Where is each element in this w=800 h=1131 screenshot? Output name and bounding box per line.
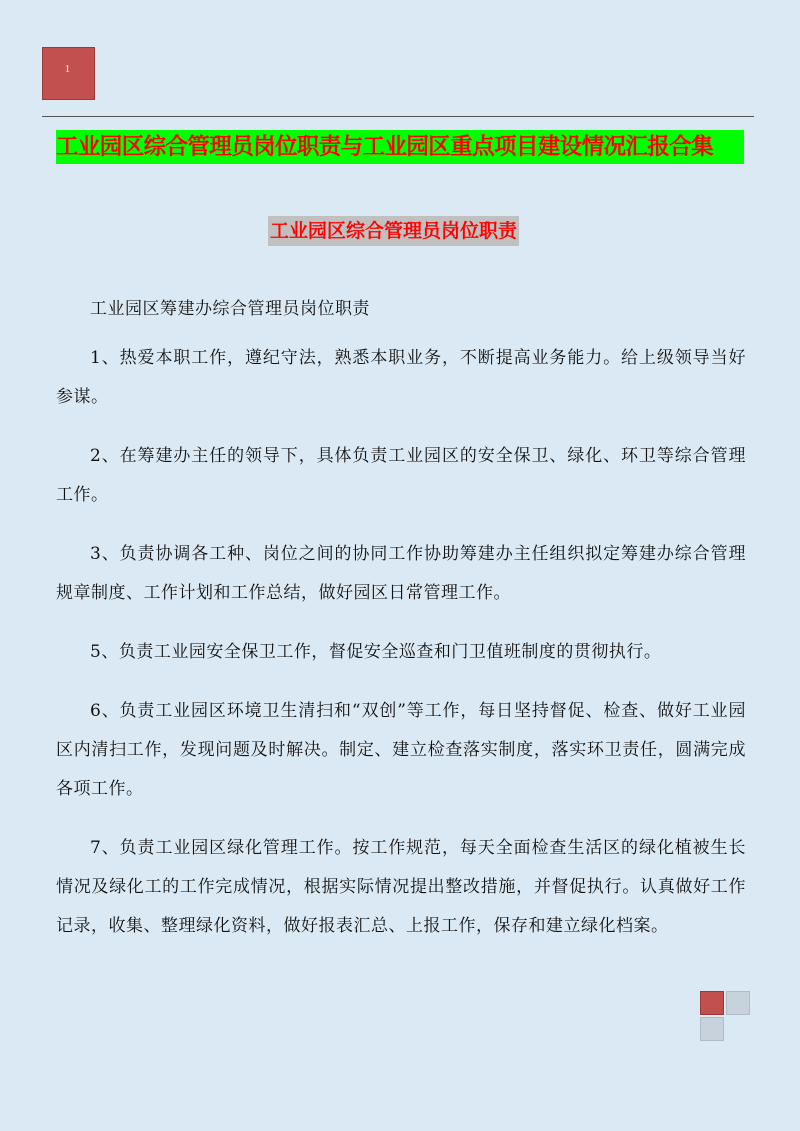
decorative-square-red <box>700 991 724 1015</box>
body-paragraph: 3、负责协调各工种、岗位之间的协同工作协助筹建办主任组织拟定筹建办综合管理规章制度、工作计划和工作总结，做好园区日常管理工作。 <box>56 544 746 603</box>
body-paragraph: 6、负责工业园区环境卫生清扫和“双创”等工作，每日坚持督促、检查、做好工业园区内清扫工作，发现问题及时解决。制定、建立检查落实制度，落实环卫责任，圆满完成各项工作。 <box>56 701 746 799</box>
decorative-square-gray <box>700 1017 724 1041</box>
document-body <box>56 290 746 966</box>
body-paragraph: 7、负责工业园区绿化管理工作。按工作规范，每天全面检查生活区的绿化植被生长情况及绿化工的工作完成情况，根据实际情况提出整改措施，并督促执行。认真做好工作记录，收集、整理绿化资料，做好报表汇总、上报工作，保存和建立绿化档案。 <box>56 838 746 936</box>
body-paragraph: 1、热爱本职工作，遵纪守法，熟悉本职业务，不断提高业务能力。给上级领导当好参谋。 <box>56 348 746 407</box>
page-number: 1 <box>65 64 70 75</box>
document-title: 工业园区综合管理员岗位职责与工业园区重点项目建设情况汇报合集 <box>56 130 744 164</box>
body-paragraph: 工业园区筹建办综合管理员岗位职责 <box>90 299 370 319</box>
body-paragraph: 5、负责工业园安全保卫工作，督促安全巡查和门卫值班制度的贯彻执行。 <box>90 642 662 662</box>
page-number-badge <box>42 47 95 100</box>
section-title: 工业园区综合管理员岗位职责 <box>268 216 519 246</box>
header-divider <box>42 116 754 117</box>
decorative-square-gray <box>726 991 750 1015</box>
body-paragraph: 2、在筹建办主任的领导下，具体负责工业园区的安全保卫、绿化、环卫等综合管理工作。 <box>56 446 746 505</box>
